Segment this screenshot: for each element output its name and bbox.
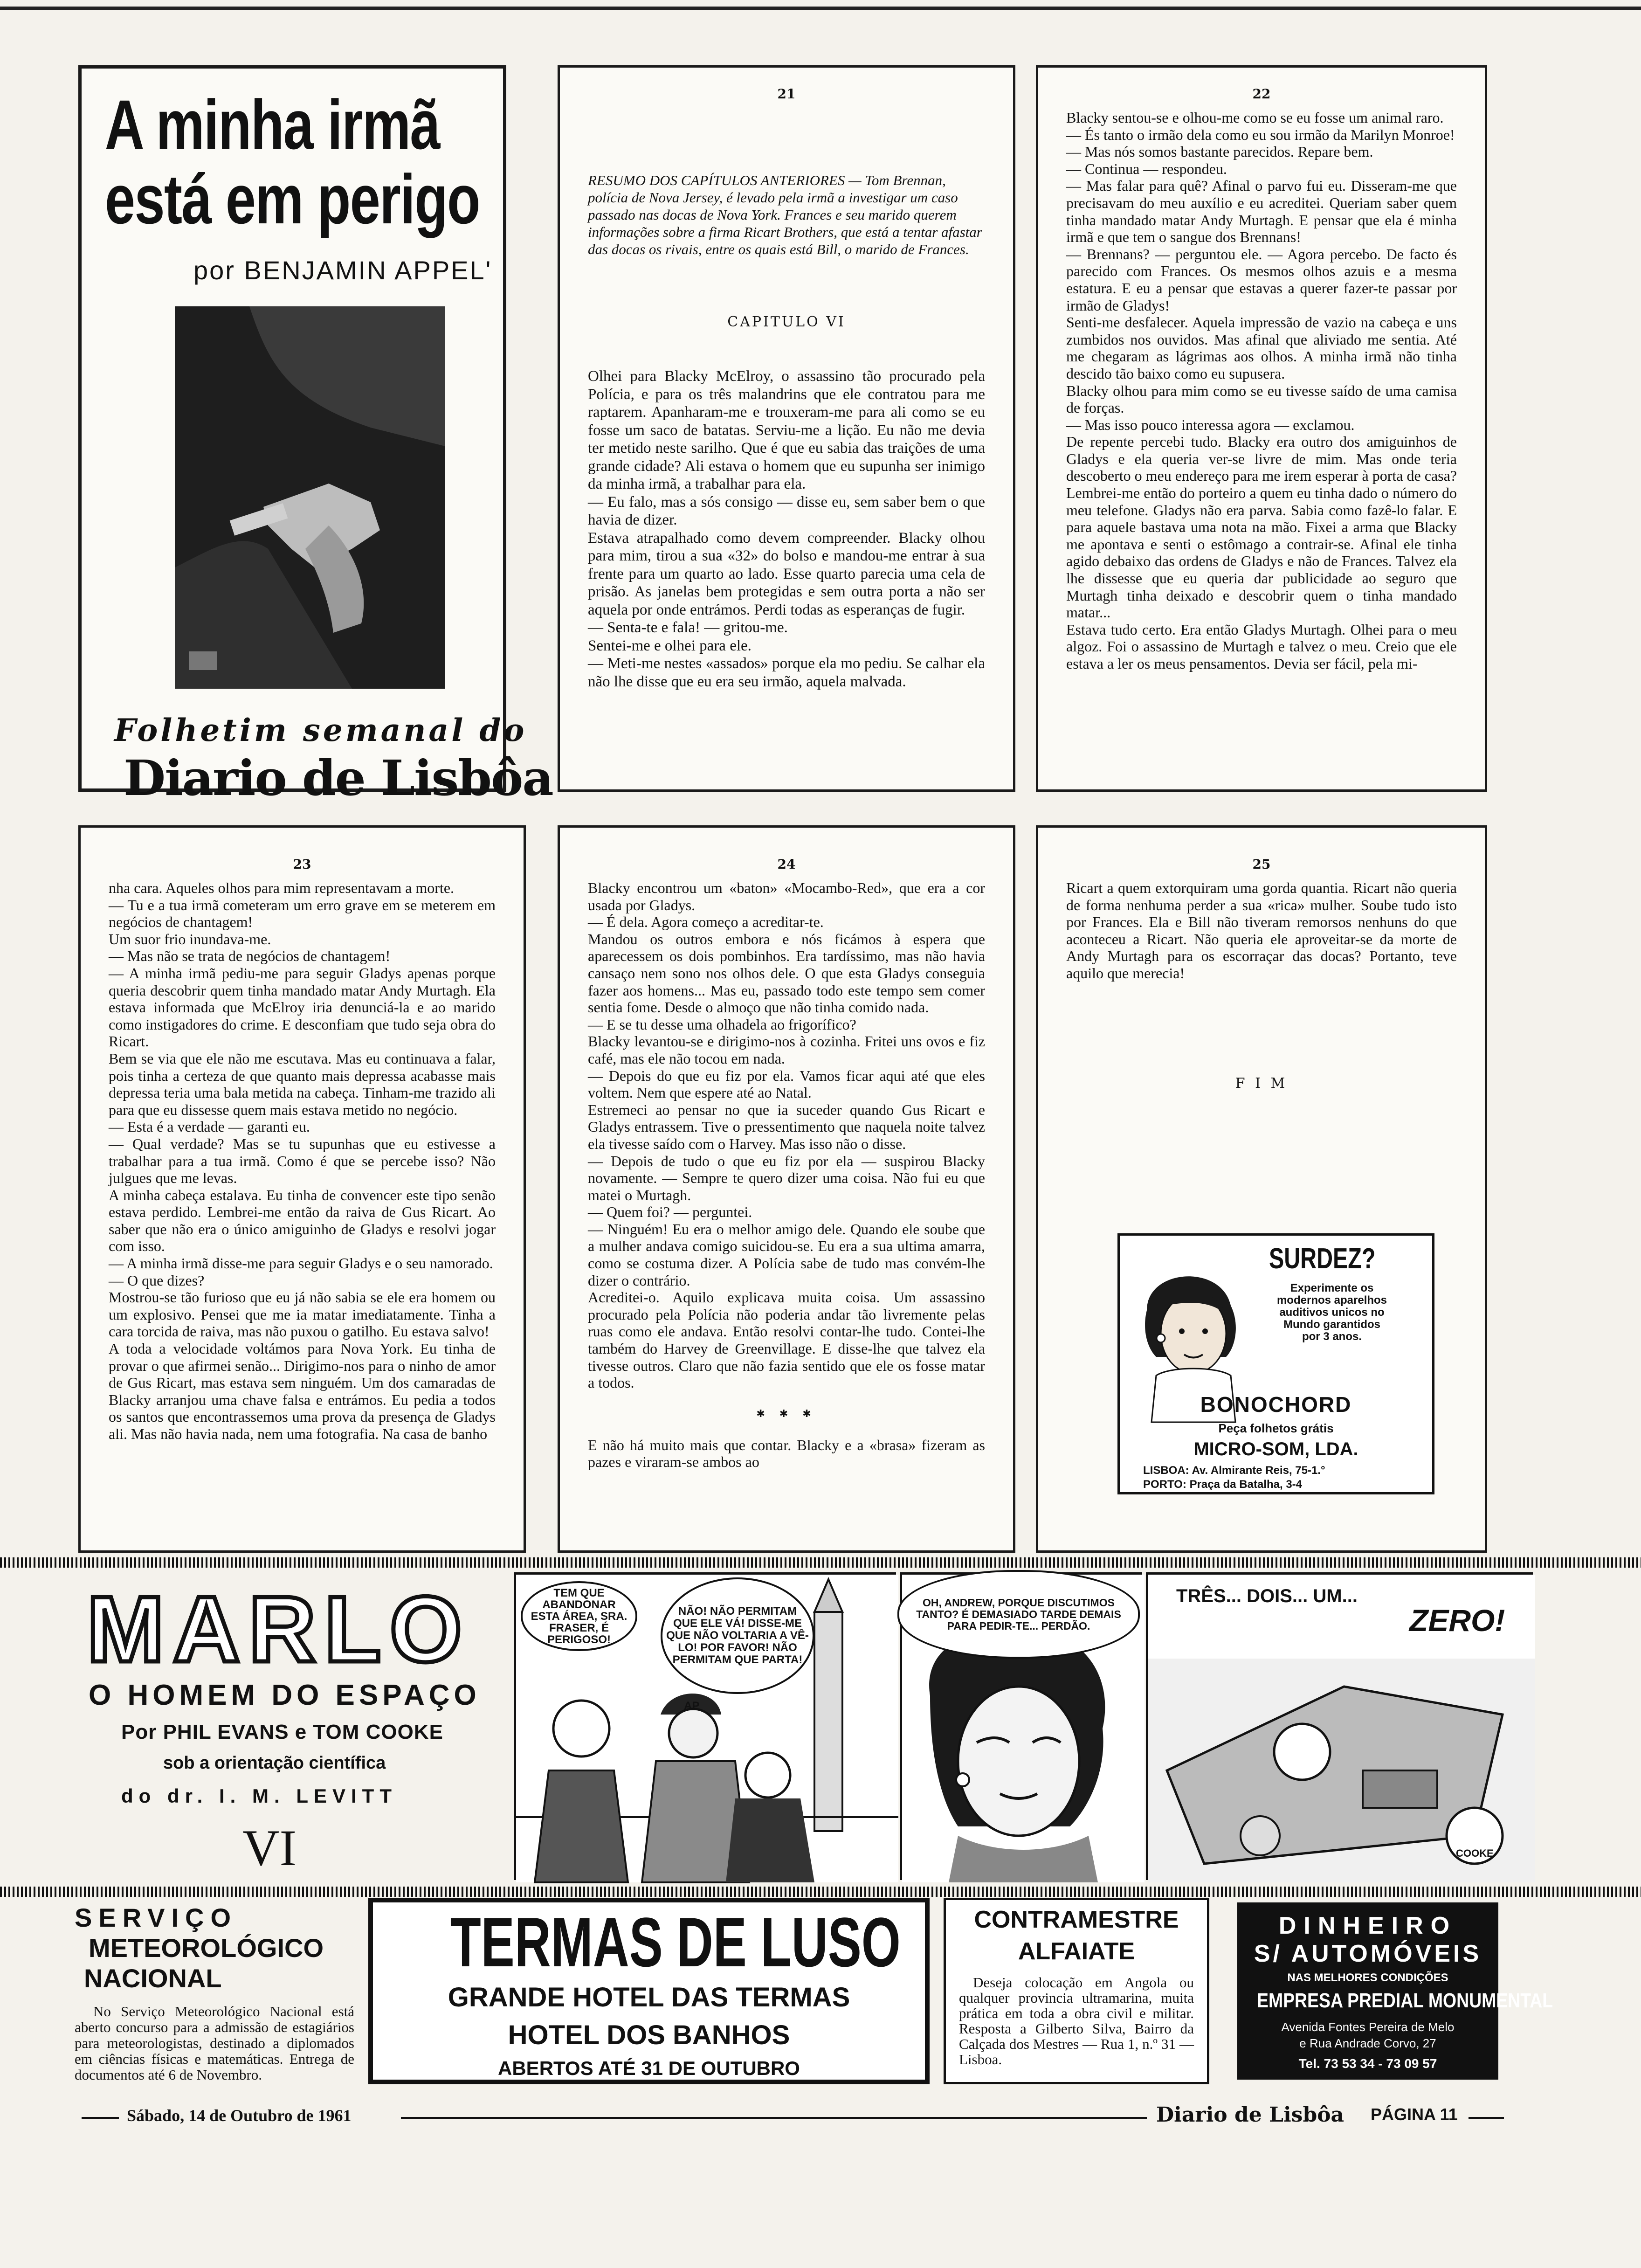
page-body: Blacky encontrou um «baton» «Mocambo-Red», que era a cor usada por Gladys. — É dela. Agora começo a acreditar-te. Mandou os outros embora e nós ficámos à espera que aparecessem os dois pombinhos. Era tardíssimo, mas não havia cansaço nem sono nos olhos dele. O que esta Gladys conseguia fazer aos homens... Mas eu, passado todo este tempo sem comer sentia fome. Desde o almoço que não tinha comido nada. — E se tu desse uma olhadela ao frigorífico? Blacky levantou-se e dirigimo-nos à cozinha. Fritei uns ovos e fiz café, mas ele não tocou em nada. — Depois do que eu fiz por ela. Vamos ficar aqui até que eles voltem. Nem que espere até ao Natal. Estremeci ao pensar no que ia suceder quando Gus Ricart e Gladys entrassem. Tive o pressentimento que naquela noite talvez ela tivesse saído com o Harvey. Mas isso não o disse. — Depois de tudo o que eu fiz por ela — suspirou Blacky novamente. — Sempre te quero dizer uma coisa. Não fui eu que matei o Murtagh. — Quem foi? — perguntei. — Ninguém! Eu era o melhor amigo dele. Quando ele soube que a mulher andava comigo suicidou-se. Eu era a sua ultima amarra, como se costuma dizer. A Polícia sabe de tudo mas convém-lhe dizer o contrário. Acreditei-o. Aquilo explicava muita coisa. Um assassino procurado pela Polícia não poderia andar tão livremente pelas ruas como ele andava. Então resolvi contar-lhe tudo. Contei-lhe também do Harvey de Greenvillage. E disse-lhe que talvez ela tivesse outros. Claro que não fazia sentido que ele os fosse matar a todos.	[588, 879, 985, 1391]
footer-rule-mid	[401, 2117, 1147, 2119]
artist-credit: COOKE	[1456, 1847, 1494, 1859]
page-ending: E não há muito mais que contar. Blacky e a «brasa» fizeram as pazes e viraram-se ambos ao	[588, 1436, 985, 1471]
termas-ad	[368, 1898, 930, 2084]
section-break: ✱ ✱ ✱	[756, 1408, 817, 1420]
dinheiro-sub: NAS MELHORES CONDIÇÕES	[1287, 1971, 1448, 1984]
surdez-headline: SURDEZ?	[1269, 1243, 1376, 1275]
marlo-orientation: sob a orientação científica	[163, 1753, 386, 1773]
surdez-cta: Peça folhetos grátis	[1218, 1421, 1334, 1435]
dinheiro-company: EMPRESA PREDIAL MONUMENTAL	[1257, 1989, 1553, 2012]
marlo-doctor: do dr. I. M. LEVITT	[121, 1785, 397, 1807]
page-number: 24	[777, 857, 796, 872]
page-23	[78, 825, 526, 1553]
page-body: Ricart a quem extorquiram uma gorda quantia. Ricart não queria de forma nenhuma perder a sua «rica» mulher. Soube tudo isto por Frances. Ela e Bill não tiveram remorsos nenhuns do que aconteceu a Ricart. Não queria ele aproveitar-se da morte de Andy Murtagh para os escorraçar das docas? Portanto, teve aquilo que merecia!	[1066, 879, 1457, 982]
meteo-title3: NACIONAL	[84, 1964, 222, 1993]
page-number: 23	[293, 857, 311, 872]
gun-illustration	[175, 306, 445, 689]
page-24	[558, 825, 1015, 1553]
termas-line3: ABERTOS ATÉ 31 DE OUTUBRO	[498, 2057, 800, 2079]
page-21	[558, 65, 1015, 792]
termas-line1: GRANDE HOTEL DAS TERMAS	[448, 1982, 850, 2012]
masthead-logo: Diario de Lisbôa	[124, 749, 553, 807]
contramestre-title1: CONTRAMESTRE	[974, 1906, 1179, 1933]
dinheiro-phone: Tel. 73 53 34 - 73 09 57	[1298, 2056, 1437, 2071]
chapter-heading: CAPITULO VI	[727, 314, 846, 330]
contramestre-title2: ALFAIATE	[1018, 1938, 1135, 1965]
surdez-lisboa: LISBOA: Av. Almirante Reis, 75-1.°	[1143, 1464, 1325, 1477]
meteo-title1: SERVIÇO	[75, 1903, 238, 1932]
footer-date: Sábado, 14 de Outubro de 1961	[127, 2106, 352, 2125]
folhetim-label: Folhetim semanal do	[114, 712, 527, 748]
speech-bubble: NÃO! NÃO PERMITAM QUE ELE VÁ! DISSE-ME QUE NÃO VOLTARIA A VÊ-LO! POR FAVOR! NÃO PERMITAM QUE PARTA!	[661, 1577, 814, 1694]
termas-title: TERMAS DE LUSO	[450, 1903, 901, 1981]
termas-line2: HOTEL DOS BANHOS	[508, 2020, 790, 2050]
helmet-label: AP	[684, 1700, 700, 1712]
footer-rule-right	[1469, 2117, 1504, 2119]
dinheiro-title1: DINHEIRO	[1278, 1912, 1457, 1939]
serial-title-line1: A minha irmã	[105, 85, 440, 164]
page-body: Blacky sentou-se e olhou-me como se eu fosse um animal raro. — És tanto o irmão dela como eu sou irmão da Marilyn Monroe! — Mas nós somos bastante parecidos. Repare bem. — Continua — respondeu. — Mas falar para quê? Afinal o parvo fui eu. Disseram-me que precisavam do meu auxílio e eu acreditei. Queriam saber quem tinha mandado matar Andy Murtagh. E pensar que ela é minha irmã e que tem o sangue dos Brennans! — Brennans? — perguntou ele. — Agora percebo. De facto és parecido com Frances. Os mesmos olhos azuis e a mesma estatura. E eu a pensar que estavas a querer fazer-te passar por irmão de Gladys! Senti-me desfalecer. Aquela impressão de vazio na cabeça e uns zumbidos nos ouvidos. Mas afinal que aliviado me sentia. Até me chegaram as lágrimas aos olhos. A minha irmã não tinha descido tão baixo como eu supusera. Blacky olhou para mim como se eu tivesse saído de uma camisa de forças. — Mas isso pouco interessa agora — exclamou. De repente percebi tudo. Blacky era outro dos amiguinhos de Gladys e ela queria ver-se livre de mim. Mas onde teria descoberto o meu endereço para me irem esperar à porta de casa? Lembrei-me então do porteiro a quem eu tinha dado o número do meu telefone. Gladys não era parva. Sabia como fazê-lo falar. E para aquele bastava uma nota na mão. Fixei a arma que Blacky me apontava e senti o estômago a contrair-se. Afinal ele tinha agido debaixo das ordens de Gladys e não de Frances. Talvez ela lhe dissesse que eu queria dar publicidade ao seguro que Murtagh tinha deixado e descobrir quem o tinha mandado matar... Estava tudo certo. Era então Gladys Murtagh. Olhei para o meu algoz. Foi o assassino de Murtagh e talvez o meu. Creio que ele estava a ler os meus pensamentos. Devia ser fácil, pela mi-	[1066, 109, 1457, 672]
speech-bubble: OH, ANDREW, PORQUE DISCUTIMOS TANTO? É DEMASIADO TARDE DEMAIS PARA PEDIR-TE... PERDÃO.	[897, 1570, 1140, 1659]
meteo-title2: METEOROLÓGICO	[89, 1933, 324, 1963]
dinheiro-title2: S/ AUTOMÓVEIS	[1254, 1940, 1482, 1967]
marlo-byline: Por PHIL EVANS e TOM COOKE	[121, 1721, 444, 1743]
surdez-copy: Experimente os modernos aparelhos auditivos unicos no Mundo garantidos por 3 anos.	[1276, 1282, 1387, 1343]
surdez-porto: PORTO: Praça da Batalha, 3-4	[1143, 1478, 1303, 1491]
dinheiro-address1: Avenida Fontes Pereira de Melo	[1281, 2020, 1455, 2034]
divider-hatch	[0, 1557, 1641, 1568]
serial-title-box	[78, 65, 553, 807]
serial-author: por BENJAMIN APPEL'	[193, 256, 492, 285]
page-number: 25	[1252, 857, 1271, 872]
countdown-caption: TRÊS... DOIS... UM...	[1176, 1586, 1358, 1606]
page-number: 21	[777, 86, 796, 102]
comic-panel-3	[1146, 1572, 1533, 1880]
dinheiro-address2: e Rua Andrade Corvo, 27	[1299, 2036, 1436, 2050]
comic-panel-1	[514, 1572, 896, 1880]
meteo-notice	[75, 1902, 354, 2089]
footer-page: PÁGINA 11	[1371, 2105, 1458, 2124]
page-25	[1036, 825, 1487, 1553]
serial-title-line2: está em perigo	[105, 160, 480, 238]
gun-hand-icon	[175, 306, 445, 689]
zero-caption: ZERO!	[1409, 1603, 1505, 1638]
contramestre-body: Deseja colocação em Angola ou qualquer provincia ultramarina, muita prática em toda a obra civil e militar. Resposta a Gilberto Silva, Bairro da Calçada dos Mestres — Rua 1, n.º 31 — Lisboa.	[959, 1974, 1194, 2067]
footer-rule-left	[82, 2117, 119, 2119]
surdez-company: MICRO-SOM, LDA.	[1193, 1439, 1358, 1459]
resumo: RESUMO DOS CAPÍTULOS ANTERIORES — Tom Brennan, polícia de Nova Jersey, é levado pela irmã a investigar um caso passado nas docas de Nova York. Frances e seu marido querem informações sobre a firma Ricart Brothers, que está a tentar afastar das docas os rivais, entre os quais está Bill, o marido de Frances.	[588, 172, 982, 257]
speech-bubble: TEM QUE ABANDONAR ESTA ÁREA, SRA. FRASER, É PERIGOSO!	[521, 1581, 637, 1651]
page-body: nha cara. Aqueles olhos para mim representavam a morte. — Tu e a tua irmã cometeram um erro grave em se meterem em negócios de chantagem! Um suor frio inundava-me. — Mas não se trata de negócios de chantagem! — A minha irmã pediu-me para seguir Gladys apenas porque queria descobrir quem tinha mandado matar Andy Murtagh. Ela estava informada que McElroy iria denunciá-la e ao marido como instigadores do crime. E desconfiam que tudo seja obra do Ricart. Bem se via que ele não me escutava. Mas eu continuava a falar, pois tinha a certeza de que quanto mais depressa acabasse mais depressa teria uma bala metida na cabeça. Tinham-me trazido ali para que eu dissesse quem mais estava metido no negócio. — Esta é a verdade — garanti eu. — Qual verdade? Mas se tu supunhas que eu estivesse a trabalhar para a tua irmã. Como é que se percebe isso? Não julgues que me levas. A minha cabeça estalava. Eu tinha de convencer este tipo senão estava perdido. Lembrei-me então da raiva de Gus Ricart. Ao saber que não era o único amiguinho de Gladys e resolvi jogar com isso. — A minha irmã disse-me para seguir Gladys e o seu namorado. — O que dizes? Mostrou-se tão furioso que eu já não sabia se ele era homem ou um explosivo. Pensei que me ia matar imediatamente. Tinha a cara torcida de raiva, mas não puxou o gatilho. Eu estava salvo! A toda a velocidade voltámos para Nova York. Eu tinha de provar o que afirmei senão... Dirigimo-nos para o ninho de amor de Gus Ricart, mas estava sem ninguém. Um dos camaradas de Blacky arranjou uma chave falsa e entrámos. Eu pedia a todos os santos que encontrassemos uma prova da presença de Gladys ali. Mas não havia nada, nem uma fotografia. Na casa de banho	[109, 879, 496, 1442]
comic-panel-2	[900, 1572, 1142, 1880]
top-rule	[0, 7, 1641, 10]
page-22	[1036, 65, 1487, 792]
surdez-ad	[1117, 1233, 1434, 1494]
bonochord-brand: BONOCHORD	[1200, 1392, 1352, 1417]
footer-masthead: Diario de Lisbôa	[1156, 2103, 1345, 2127]
marlo-title: MARLO	[87, 1577, 471, 1681]
page-number: 22	[1252, 86, 1271, 102]
meteo-body: No Serviço Meteorológico Nacional está aberto concurso para a admissão de estagiários para meteorologistas, destinado a diplomados em ciências físicas e matemáticas. Entrega de documentos até 6 de Novembro.	[75, 2003, 354, 2083]
marlo-episode: VI	[242, 1819, 297, 1876]
marlo-subtitle: O HOMEM DO ESPAÇO	[89, 1679, 481, 1711]
dinheiro-ad	[1237, 1902, 1553, 2080]
fim-label: F I M	[1235, 1075, 1288, 1092]
contramestre-ad	[944, 1898, 1209, 2084]
divider-hatch	[0, 1887, 1641, 1897]
page-body: Olhei para Blacky McElroy, o assassino tão procurado pela Polícia, e para os três malandrins que ele contratou para me raptarem. Apanharam-me e trouxeram-me para ali como se eu fosse um saco de batatas. Serviu-me a lição. Eu não me devia ter metido neste sarilho. Que é que eu sabia das traições de uma grande cidade? Ali estava o homem que eu supunha ser inimigo da minha irmã, a trabalhar para ela. — Eu falo, mas a sós consigo — disse eu, sem saber bem o que havia de dizer. Estava atrapalhado como devem compreender. Blacky olhou para mim, tirou a sua «32» do bolso e mandou-me entrar à sua frente para um quarto ao lado. Esse quarto parecia uma cela de prisão. As janelas bem protegidas e sem outra porta a não ser aquela por onde entrámos. Perdi todas as esperanças de fugir. — Senta-te e fala! — gritou-me. Sentei-me e olhei para ele. — Meti-me nestes «assados» porque ela mo pediu. Se calhar ela não lhe disse que eu era seu irmão, aquela malvada.	[588, 368, 985, 690]
